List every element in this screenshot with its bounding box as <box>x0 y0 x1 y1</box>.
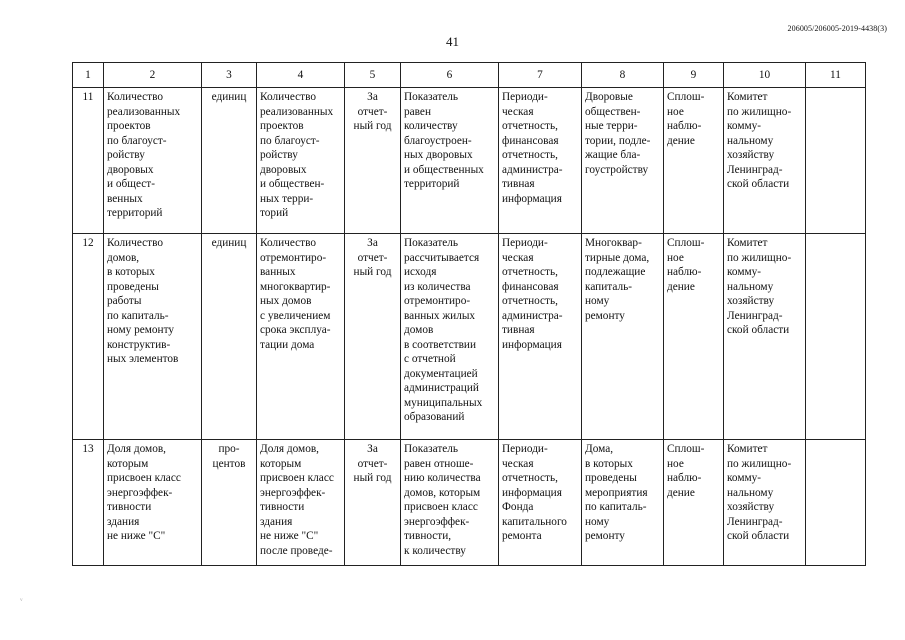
cell-text-line: ному <box>585 295 610 307</box>
cell-text-line: мероприятия <box>585 486 648 499</box>
cell-text-line: дворовых <box>260 163 307 176</box>
row-number-cell <box>73 88 104 234</box>
cell-text-line: нальному <box>727 486 774 499</box>
cell-text-line: по жилищно- <box>727 105 792 118</box>
definition-cell <box>257 440 345 566</box>
cell-text-line: тивная <box>502 178 535 190</box>
cell-text-line: документацией <box>404 367 478 380</box>
indicator-name-cell <box>104 234 202 440</box>
cell-text-line: тивности <box>107 501 152 513</box>
cell-text-line: реализованных <box>260 105 334 118</box>
cell-text-line: 12 <box>82 237 94 249</box>
cell-text-line: хозяйству <box>727 149 775 161</box>
cell-text-line: которым <box>107 457 149 470</box>
responsible-cell <box>724 234 806 440</box>
indicators-table <box>72 62 866 566</box>
cell-text-line: единиц <box>211 91 247 103</box>
cell-text-line: здания <box>107 515 140 528</box>
cell-text-line: отчетность, <box>502 472 558 484</box>
source-cell <box>499 440 582 566</box>
calculation-method-cell <box>401 234 499 440</box>
cell-text-line: хозяйству <box>727 501 775 513</box>
cell-text-line: домов, которым <box>404 486 481 499</box>
cell-text-line: отчет- <box>357 105 388 118</box>
extra-cell <box>806 234 866 440</box>
cell-text-line: ному ремонту <box>107 324 175 336</box>
cell-text-line: количеству <box>404 120 458 132</box>
cell-text-line: равен <box>404 105 431 118</box>
cell-text-line: про- <box>218 443 240 455</box>
cell-text-line: присвоен класс <box>260 472 334 484</box>
unit-cell <box>202 88 257 234</box>
cell-text-line: не ниже "С" <box>260 530 319 542</box>
indicator-name-cell <box>104 88 202 234</box>
cell-text-line: энергоэффек- <box>260 486 326 499</box>
cell-text-line: по благоуст- <box>107 134 167 147</box>
cell-text-line: территорий <box>107 207 163 219</box>
cell-text-line: в соответствии <box>404 338 476 351</box>
cell-text-line: энергоэффек- <box>404 515 470 528</box>
cell-text-line: За <box>367 91 378 103</box>
column-number: 11 <box>806 63 866 88</box>
table-row <box>73 440 866 566</box>
cell-text-line: За <box>367 443 378 455</box>
cell-text-line: Доля домов, <box>260 443 319 455</box>
cell-text-line: тории, подле- <box>585 134 651 147</box>
cell-text-line: отчетность, <box>502 120 558 132</box>
cell-text-line: Количество <box>260 91 316 103</box>
extra-cell <box>806 440 866 566</box>
cell-text-line: администра- <box>502 163 563 176</box>
cell-text-line: комму- <box>727 120 762 132</box>
page-number: 41 <box>446 34 459 49</box>
cell-text-line: хозяйству <box>727 295 775 307</box>
cell-text-line: и обществен- <box>260 178 325 190</box>
cell-text-line: ремонту <box>585 309 625 322</box>
method-cell <box>664 234 724 440</box>
table-row <box>73 234 866 440</box>
column-number: 4 <box>257 63 345 88</box>
cell-text-line: Дома, <box>585 443 614 455</box>
unit-cell <box>202 234 257 440</box>
object-cell <box>582 440 664 566</box>
cell-text-line: Количество <box>107 237 163 249</box>
table-row <box>73 88 866 234</box>
periodicity-cell <box>345 234 401 440</box>
cell-text-line: проведены <box>107 280 159 293</box>
cell-text-line: Дворовые <box>585 91 633 103</box>
responsible-cell <box>724 88 806 234</box>
cell-text-line: тивности <box>260 501 305 513</box>
cell-text-line: работы <box>107 295 142 307</box>
responsible-cell <box>724 440 806 566</box>
column-number: 10 <box>724 63 806 88</box>
definition-cell <box>257 88 345 234</box>
cell-text-line: ное <box>667 457 684 470</box>
column-number: 1 <box>73 63 104 88</box>
row-number-cell <box>73 440 104 566</box>
cell-text-line: из количества <box>404 280 471 293</box>
cell-text-line: наблю- <box>667 120 702 132</box>
cell-text-line: энергоэффек- <box>107 486 173 499</box>
cell-text-line: ных домов <box>260 295 312 307</box>
cell-text-line: конструктив- <box>107 338 171 351</box>
cell-text-line: муниципальных <box>404 396 483 409</box>
column-number: 5 <box>345 63 401 88</box>
cell-text-line: ных терри- <box>260 192 314 205</box>
cell-text-line: в которых <box>585 457 633 470</box>
cell-text-line: Ленинград- <box>727 309 783 322</box>
cell-text-line: не ниже "С" <box>107 530 166 542</box>
definition-cell <box>257 234 345 440</box>
cell-text-line: ванных жилых <box>404 309 476 322</box>
cell-text-line: нию количества <box>404 472 481 484</box>
cell-text-line: ному <box>585 515 610 528</box>
cell-text-line: информация <box>502 192 562 205</box>
cell-text-line: отчетность, <box>502 149 558 161</box>
scan-mark: ᵥ <box>20 592 23 602</box>
cell-text-line: дение <box>667 486 695 499</box>
cell-text-line: тации дома <box>260 338 315 351</box>
cell-text-line: ные терри- <box>585 120 638 132</box>
column-number: 2 <box>104 63 202 88</box>
cell-text-line: отчет- <box>357 457 388 470</box>
cell-text-line: Сплош- <box>667 237 705 249</box>
column-number: 7 <box>499 63 582 88</box>
cell-text-line: образований <box>404 411 465 423</box>
cell-text-line: с отчетной <box>404 353 456 365</box>
cell-text-line: тивности, <box>404 530 452 542</box>
cell-text-line: ное <box>667 105 684 118</box>
document-id: 206005/206005-2019-4438(3) <box>787 24 887 33</box>
cell-text-line: Количество <box>260 237 316 249</box>
cell-text-line: наблю- <box>667 472 702 484</box>
cell-text-line: Многоквар- <box>585 237 642 249</box>
cell-text-line: Сплош- <box>667 91 705 103</box>
cell-text-line: информация <box>502 486 562 499</box>
cell-text-line: по жилищно- <box>727 251 792 264</box>
cell-text-line: ской области <box>727 530 790 542</box>
indicator-name-cell <box>104 440 202 566</box>
source-cell <box>499 88 582 234</box>
cell-text-line: к количеству <box>404 544 466 557</box>
cell-text-line: ное <box>667 251 684 264</box>
cell-text-line: Ленинград- <box>727 515 783 528</box>
cell-text-line: 13 <box>82 443 94 455</box>
cell-text-line: комму- <box>727 472 762 484</box>
cell-text-line: дворовых <box>107 163 154 176</box>
object-cell <box>582 234 664 440</box>
column-numbers-row <box>73 63 866 88</box>
cell-text-line: и общественных <box>404 163 484 176</box>
cell-text-line: центов <box>212 457 246 470</box>
cell-text-line: ческая <box>502 457 534 470</box>
calculation-method-cell <box>401 88 499 234</box>
cell-text-line: рассчитывается <box>404 251 480 264</box>
cell-text-line: дение <box>667 280 695 293</box>
cell-text-line: после проведе- <box>260 544 333 557</box>
cell-text-line: исходя <box>404 266 437 278</box>
cell-text-line: территорий <box>404 178 460 190</box>
cell-text-line: по капиталь- <box>585 501 647 513</box>
cell-text-line: торий <box>260 207 289 219</box>
cell-text-line: присвоен класс <box>404 501 478 513</box>
cell-text-line: которым <box>260 457 302 470</box>
cell-text-line: ческая <box>502 105 534 118</box>
cell-text-line: в которых <box>107 266 155 278</box>
cell-text-line: по благоуст- <box>260 134 320 147</box>
cell-text-line: информация <box>502 338 562 351</box>
cell-text-line: реализованных <box>107 105 181 118</box>
cell-text-line: ройству <box>107 149 145 161</box>
cell-text-line: ремонта <box>502 530 542 542</box>
cell-text-line: тирные дома, <box>585 251 650 264</box>
column-number: 6 <box>401 63 499 88</box>
cell-text-line: ный год <box>353 472 392 484</box>
column-number: 8 <box>582 63 664 88</box>
method-cell <box>664 88 724 234</box>
row-number-cell <box>73 234 104 440</box>
cell-text-line: равен отноше- <box>404 457 474 470</box>
cell-text-line: отремонтиро- <box>260 251 327 264</box>
cell-text-line: администраций <box>404 382 479 394</box>
cell-text-line: домов, <box>107 251 140 264</box>
cell-text-line: ческая <box>502 251 534 264</box>
cell-text-line: капиталь- <box>585 280 633 293</box>
column-number: 9 <box>664 63 724 88</box>
extra-cell <box>806 88 866 234</box>
cell-text-line: Показатель <box>404 237 459 249</box>
cell-text-line: ный год <box>353 120 392 132</box>
calculation-method-cell <box>401 440 499 566</box>
cell-text-line: Периоди- <box>502 443 548 455</box>
cell-text-line: наблю- <box>667 266 702 278</box>
cell-text-line: срока эксплуа- <box>260 324 331 336</box>
cell-text-line: по жилищно- <box>727 457 792 470</box>
cell-text-line: и общест- <box>107 178 155 190</box>
method-cell <box>664 440 724 566</box>
cell-text-line: Комитет <box>727 443 768 455</box>
cell-text-line: ремонту <box>585 530 625 542</box>
cell-text-line: 11 <box>82 91 94 103</box>
cell-text-line: подлежащие <box>585 266 646 278</box>
cell-text-line: венных <box>107 192 143 205</box>
column-number: 3 <box>202 63 257 88</box>
object-cell <box>582 88 664 234</box>
cell-text-line: Периоди- <box>502 237 548 249</box>
cell-text-line: отчетность, <box>502 266 558 278</box>
cell-text-line: Комитет <box>727 237 768 249</box>
cell-text-line: проектов <box>107 120 151 132</box>
cell-text-line: обществен- <box>585 105 641 118</box>
unit-cell <box>202 440 257 566</box>
cell-text-line: Фонда <box>502 501 534 513</box>
cell-text-line: единиц <box>211 237 247 249</box>
cell-text-line: ный год <box>353 266 392 278</box>
cell-text-line: здания <box>260 515 293 528</box>
cell-text-line: финансовая <box>502 280 559 293</box>
cell-text-line: проведены <box>585 472 637 484</box>
cell-text-line: Сплош- <box>667 443 705 455</box>
cell-text-line: администра- <box>502 309 563 322</box>
cell-text-line: Доля домов, <box>107 443 166 455</box>
cell-text-line: За <box>367 237 378 249</box>
cell-text-line: многоквартир- <box>260 280 331 293</box>
cell-text-line: Показатель <box>404 91 459 103</box>
cell-text-line: капитального <box>502 515 567 528</box>
cell-text-line: Показатель <box>404 443 459 455</box>
cell-text-line: комму- <box>727 266 762 278</box>
cell-text-line: Периоди- <box>502 91 548 103</box>
cell-text-line: гоустройству <box>585 163 649 176</box>
cell-text-line: ройству <box>260 149 298 161</box>
cell-text-line: по капиталь- <box>107 309 169 322</box>
cell-text-line: финансовая <box>502 134 559 147</box>
source-cell <box>499 234 582 440</box>
cell-text-line: ных элементов <box>107 353 179 365</box>
cell-text-line: ных дворовых <box>404 149 473 161</box>
cell-text-line: отчетность, <box>502 295 558 307</box>
cell-text-line: нальному <box>727 280 774 293</box>
cell-text-line: ской области <box>727 324 790 336</box>
cell-text-line: присвоен класс <box>107 472 181 484</box>
periodicity-cell <box>345 88 401 234</box>
cell-text-line: дение <box>667 134 695 147</box>
cell-text-line: Комитет <box>727 91 768 103</box>
cell-text-line: отчет- <box>357 251 388 264</box>
cell-text-line: благоустроен- <box>404 134 472 147</box>
cell-text-line: ской области <box>727 178 790 190</box>
cell-text-line: отремонтиро- <box>404 295 471 307</box>
cell-text-line: Ленинград- <box>727 163 783 176</box>
cell-text-line: с увеличением <box>260 309 331 322</box>
cell-text-line: домов <box>404 324 434 336</box>
cell-text-line: нальному <box>727 134 774 147</box>
periodicity-cell <box>345 440 401 566</box>
cell-text-line: тивная <box>502 324 535 336</box>
cell-text-line: ванных <box>260 266 296 278</box>
cell-text-line: жащие бла- <box>585 149 641 161</box>
cell-text-line: проектов <box>260 120 304 132</box>
cell-text-line: Количество <box>107 91 163 103</box>
